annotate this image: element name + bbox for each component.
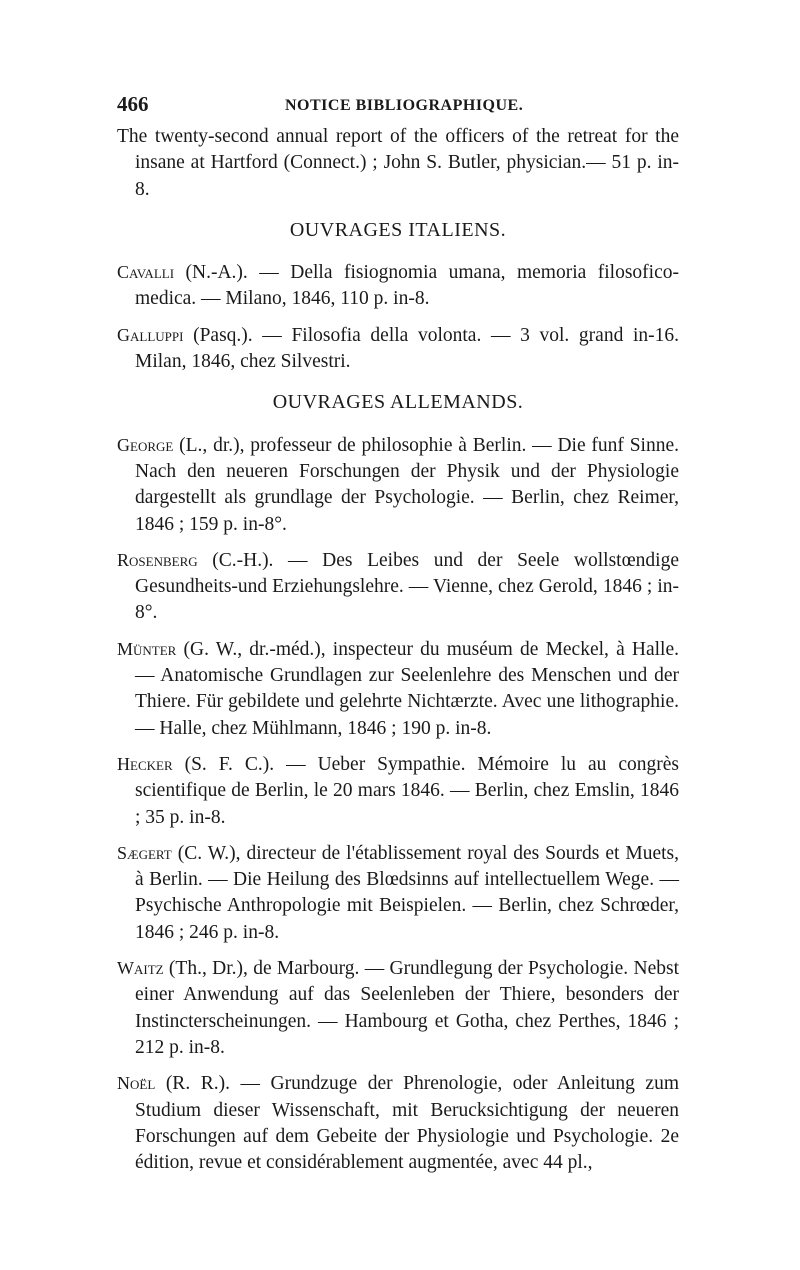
- bibliography-entry: The twenty-second annual report of the officers of the retreat for the insane at Hartford (Connect.) ; John S. Butler, physician.— 51 p. in-8.: [117, 126, 679, 200]
- entry-text: (Th., Dr.), de Marbourg. — Grundlegung der Psychologie. Nebst einer Anwendung auf das Seelenleben der Thiere, besonders der Instincterscheinungen. — Hambourg et Gotha, chez Perthes, 1846 ; 212 p. in-8.: [135, 958, 679, 1058]
- section-title: OUVRAGES ALLEMANDS.: [272, 391, 524, 414]
- entry-author: Cavalli: [117, 262, 175, 283]
- bibliography-entry: [117, 751, 679, 831]
- page-number: 466: [117, 92, 149, 116]
- bibliography-entry: [117, 259, 679, 313]
- entry-text: (S. F. C.). — Ueber Sympathie. Mémoire lu au congrès scientifique de Berlin, le 20 mars 1846. — Berlin, chez Emslin, 1846 ; 35 p. in-8.: [135, 753, 679, 828]
- bibliography-entry: [117, 432, 679, 538]
- entry-text: (G. W., dr.-méd.), inspecteur du muséum de Meckel, à Halle. — Anatomische Grundlagen zur Seelenlehre des Menschen und der Thiere. Für gebildete und gelehrte Nichtærzte. Avec une lithographie. — Halle, chez Mühlmann, 1846 ; 190 p. in-8.: [135, 638, 679, 739]
- bibliography-entry: [117, 840, 679, 946]
- page-header: [117, 92, 679, 122]
- section-title: OUVRAGES ITALIENS.: [289, 218, 507, 241]
- entry-text: (C.-H.). — Des Leibes und der Seele wollstœndige Gesundheits-und Erziehungslehre. — Vienne, chez Gerold, 1846 ; in-8°.: [135, 549, 679, 624]
- entry-author: Galluppi: [117, 324, 184, 345]
- bibliography-entry: [117, 636, 679, 742]
- entry-author: Rosenberg: [117, 549, 198, 570]
- entry-text: (L., dr.), professeur de philosophie à Berlin. — Die funf Sinne. Nach den neueren Forschungen der Physik und der Physiologie dargestellt als grundlage der Psychologie. — Berlin, chez Reimer, 1846 ; 159 p. in-8°.: [135, 434, 679, 535]
- page-body: [117, 124, 679, 1176]
- entry-author: Noël: [117, 1073, 156, 1094]
- entry-text: (N.-A.). — Della fisiognomia umana, memoria filosofico-medica. — Milano, 1846, 110 p. in-8.: [135, 262, 679, 310]
- bibliography-entry: [117, 955, 679, 1061]
- entry-text: (C. W.), directeur de l'établissement royal des Sourds et Muets, à Berlin. — Die Heilung des Blœdsinns auf intellectuellem Wege. — Psychische Anthropologie mit Beispielen. — Berlin, chez Schrœder, 1846 ; 246 p. in-8.: [135, 842, 679, 943]
- bibliography-entry: [117, 547, 679, 627]
- entry-text: (Pasq.). — Filosofia della volonta. — 3 vol. grand in-16. Milan, 1846, chez Silvestri.: [135, 324, 679, 373]
- entry-author: Sægert: [117, 842, 172, 863]
- entry-author: George: [117, 434, 174, 455]
- bibliography-entry: [117, 322, 679, 376]
- entry-author: Münter: [117, 638, 177, 659]
- entry-text: (R. R.). — Grundzuge der Phrenologie, oder Anleitung zum Studium dieser Wissenschaft, mit Berucksichtigung der neueren Forschungen auf dem Gebeite der Physiologie und Psychologie. 2e édition, revue et considérablement augmentée, avec 44 pl.,: [135, 1073, 679, 1174]
- bibliography-entry: [117, 1070, 679, 1176]
- entry-author: Hecker: [117, 753, 173, 774]
- entry-author: Waitz: [117, 958, 164, 979]
- running-title: NOTICE BIBLIOGRAPHIQUE.: [285, 97, 524, 114]
